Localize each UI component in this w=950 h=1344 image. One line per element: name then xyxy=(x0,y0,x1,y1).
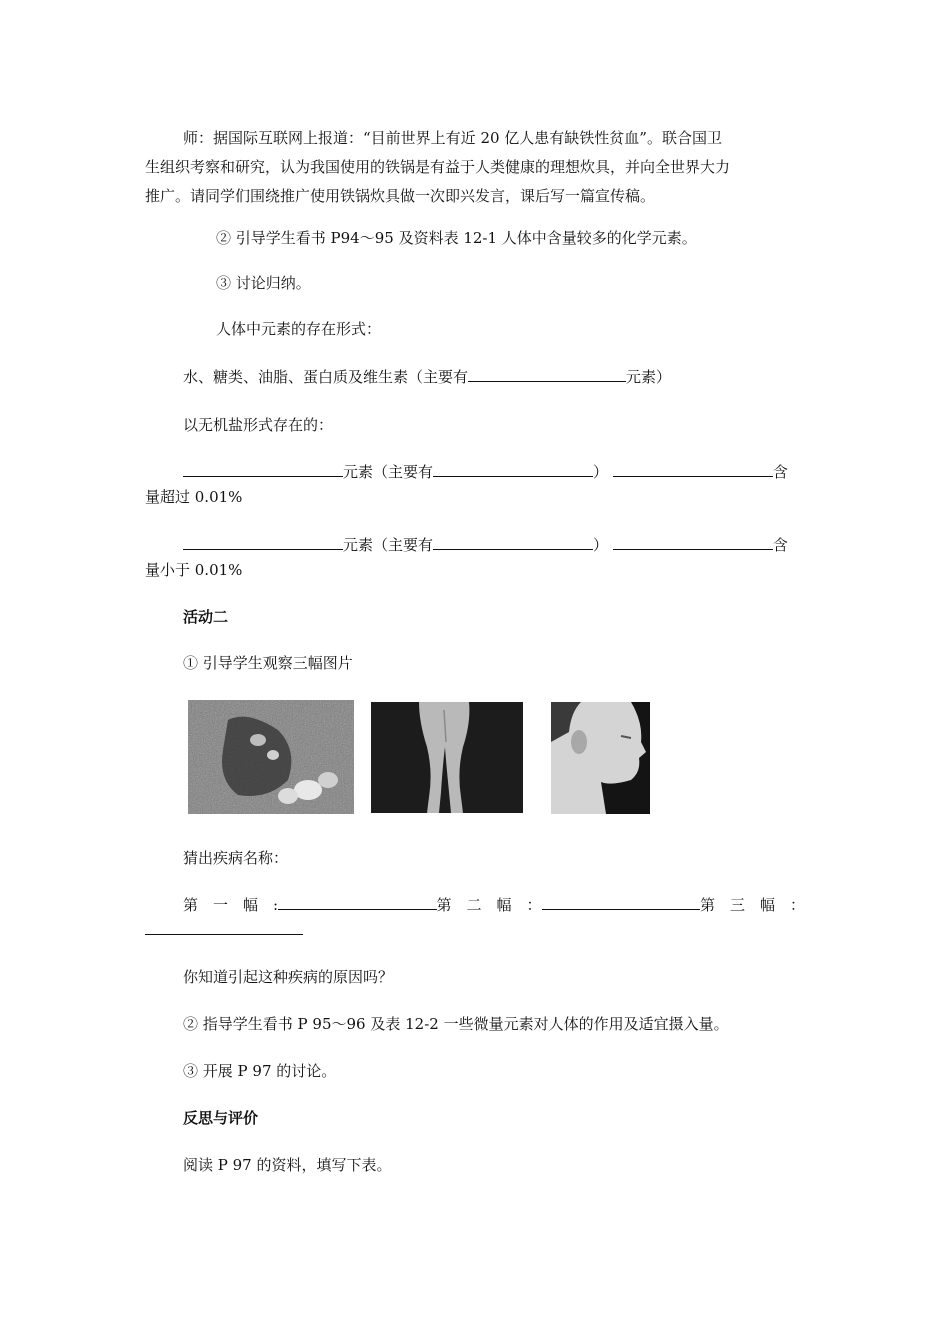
major-category-blank[interactable] xyxy=(183,460,343,477)
picture-2-legs xyxy=(371,702,523,813)
guess-label: 猜出疾病名称： xyxy=(183,849,289,867)
organic-line xyxy=(183,365,843,389)
trace-line2: 量小于 0.01% xyxy=(145,561,243,579)
third-disease-blank[interactable] xyxy=(145,918,303,935)
first-picture-label: 第 一 幅 : xyxy=(183,896,279,914)
reflection-title: 反思与评价 xyxy=(183,1109,259,1127)
major-mid2: ） xyxy=(593,463,609,481)
trace-mid2: ） xyxy=(593,536,609,554)
trace-tail: 含 xyxy=(772,536,788,554)
activity2-step1: ① 引导学生观察三幅图片 xyxy=(183,654,353,672)
major-line1 xyxy=(183,460,843,484)
second-picture-label: 第 二 幅 ： xyxy=(436,896,542,914)
major-tail: 含 xyxy=(772,463,788,481)
activity2-step3: ③ 开展 P 97 的讨论。 xyxy=(183,1062,337,1080)
major-elements-blank[interactable] xyxy=(433,460,593,477)
forms-heading: 人体中元素的存在形式： xyxy=(216,320,382,338)
inorganic-heading: 以无机盐形式存在的： xyxy=(183,416,334,434)
activity2-title: 活动二 xyxy=(183,608,229,626)
trace-extra-blank[interactable] xyxy=(613,533,773,550)
para1-line1: 师：据国际互联网上报道：“目前世界上有近 20 亿人患有缺铁性贫血”。联合国卫 xyxy=(183,129,722,147)
trace-elements-blank[interactable] xyxy=(433,533,593,550)
para1-line3: 推广。请同学们围绕推广使用铁锅炊具做一次即兴发言，课后写一篇宣传稿。 xyxy=(145,187,656,205)
disease-blanks-row xyxy=(183,893,805,917)
picture-3-face xyxy=(551,702,650,814)
major-mid1: 元素（主要有 xyxy=(343,463,434,481)
step2-text: ② 引导学生看书 P94～95 及资料表 12-1 人体中含量较多的化学元素。 xyxy=(216,229,697,247)
major-line2: 量超过 0.01% xyxy=(145,488,243,506)
organic-blank[interactable] xyxy=(468,365,626,382)
disease-blanks-line xyxy=(183,893,843,917)
third-disease-line xyxy=(145,918,805,942)
organic-suffix: 元素） xyxy=(626,368,672,386)
third-picture-label: 第 三 幅 ： xyxy=(699,896,805,914)
major-extra-blank[interactable] xyxy=(613,460,773,477)
first-disease-blank[interactable] xyxy=(278,893,436,910)
cause-question: 你知道引起这种疾病的原因吗？ xyxy=(183,968,394,986)
activity2-step2: ② 指导学生看书 P 95～96 及表 12-2 一些微量元素对人体的作用及适宜摄入量。 xyxy=(183,1015,729,1033)
picture-1-teeth xyxy=(188,700,354,814)
reflection-text: 阅读 P 97 的资料，填写下表。 xyxy=(183,1156,392,1174)
trace-line1 xyxy=(183,533,843,557)
trace-mid1: 元素（主要有 xyxy=(343,536,434,554)
organic-prefix: 水、糖类、油脂、蛋白质及维生素（主要有 xyxy=(183,368,469,386)
trace-category-blank[interactable] xyxy=(183,533,343,550)
second-disease-blank[interactable] xyxy=(542,893,700,910)
step3-text: ③ 讨论归纳。 xyxy=(216,274,311,292)
para1-line2: 生组织考察和研究，认为我国使用的铁锅是有益于人类健康的理想炊具，并向全世界大力 xyxy=(145,158,731,176)
